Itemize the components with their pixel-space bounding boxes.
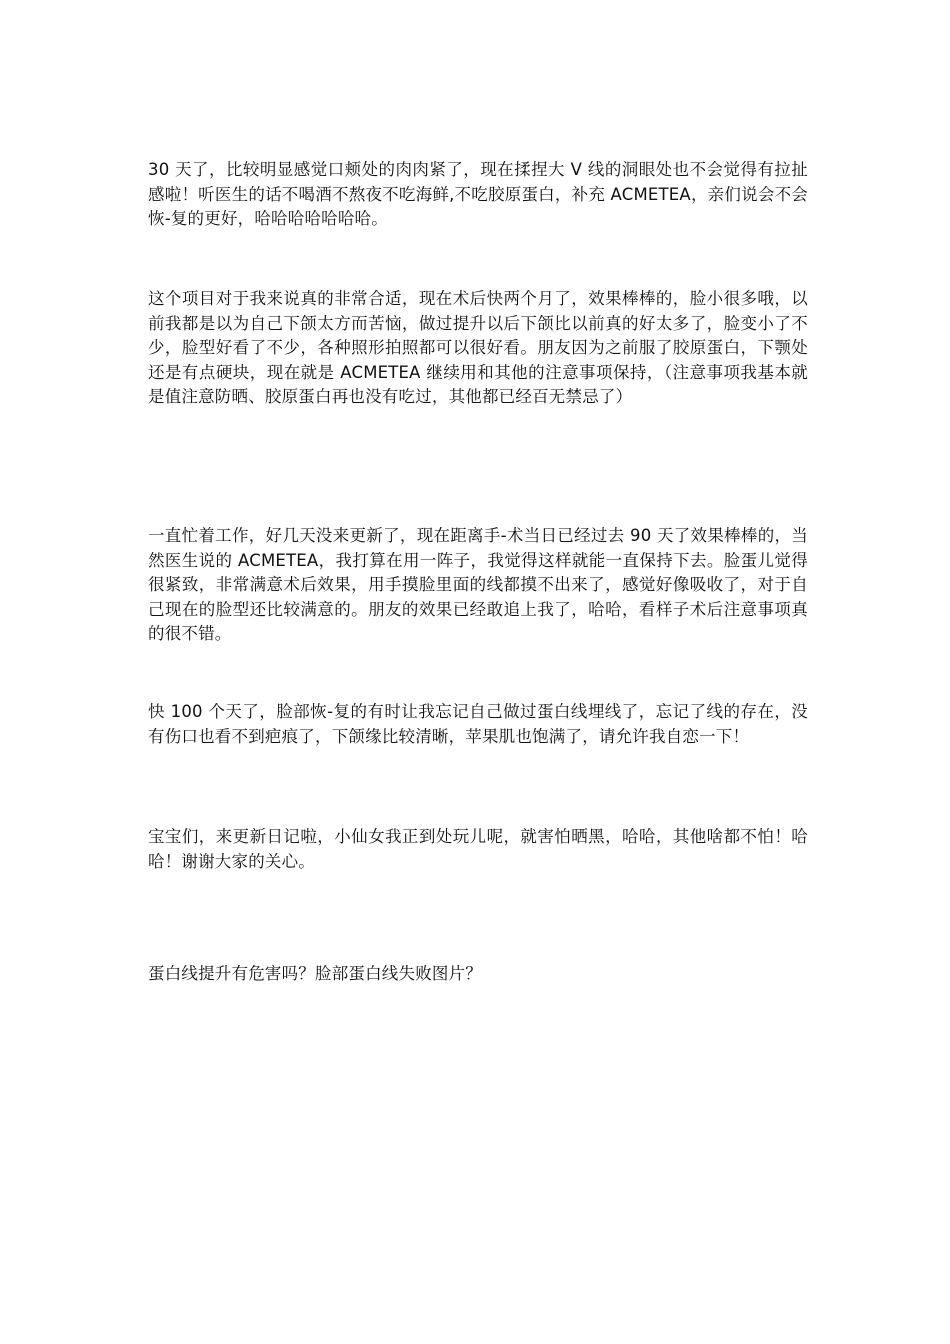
paragraph-two-months: 这个项目对于我来说真的非常合适，现在术后快两个月了，效果棒棒的，脸小很多哦，以前我都是以为自己下颌太方而苦恼，做过提升以后下颌比以前真的好太多了，脸变小了不少，脸型好看了不少，各种照形拍照都可以很好看。朋友因为之前服了胶原蛋白，下颚处还是有点硬块，现在就是 ACMETEA 继续用和其他的注意事项保持，（注意事项我基本就是值注意防晒、胶原蛋白再也没有吃过，其他都已经百无禁忌了） — [148, 289, 808, 407]
paragraph-question: 蛋白线提升有危害吗？脸部蛋白线失败图片？ — [148, 964, 482, 983]
paragraph-diary-update: 宝宝们，来更新日记啦，小仙女我正到处玩儿呢，就害怕晒黑，哈哈，其他啥都不怕！哈哈！谢谢大家的关心。 — [148, 827, 808, 871]
paragraph-day-90: 一直忙着工作，好几天没来更新了，现在距离手-术当日已经过去 90 天了效果棒棒的，当然医生说的 ACMETEA，我打算在用一阵子，我觉得这样就能一直保持下去。脸蛋儿觉得很紧致，非常满意术后效果，用手摸脸里面的线都摸不出来了，感觉好像吸收了，对于自己现在的脸型还比较满意的。朋友的效果已经敢追上我了，哈哈，看样子术后注意事项真的很不错。 — [148, 526, 808, 644]
paragraph-day-30: 30 天了，比较明显感觉口颊处的肉肉紧了，现在揉捏大 V 线的洞眼处也不会觉得有拉扯感啦！听医生的话不喝酒不熬夜不吃海鲜,不吃胶原蛋白，补充 ACMETEA，亲们说会不会恢-复的更好，哈哈哈哈哈哈哈。 — [148, 160, 808, 229]
paragraph-day-100: 快 100 个天了，脸部恢-复的有时让我忘记自己做过蛋白线埋线了，忘记了线的存在，没有伤口也看不到疤痕了，下颌缘比较清晰，苹果肌也饱满了，请允许我自恋一下！ — [148, 702, 808, 746]
